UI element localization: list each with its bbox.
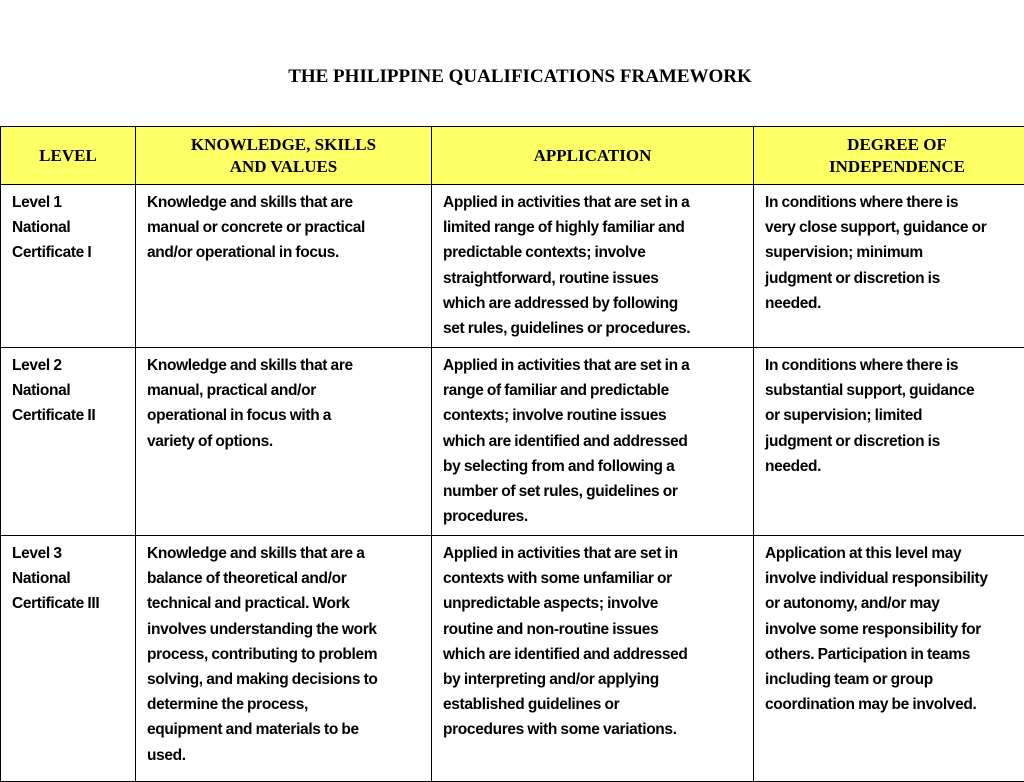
table-row xyxy=(1,348,1024,536)
cell-independence: Application at this level may involve individual responsibility or autonomy, and/or may involve some responsibility for others. Participation in teams including team or group coordination may be involved. xyxy=(754,536,1024,782)
cell-application: Applied in activities that are set in contexts with some unfamiliar or unpredictable aspects; involve routine and non-routine issues which are identified and addressed by interpreting and/or applying established guidelines or procedures with some variations. xyxy=(432,536,754,782)
cell-knowledge: Knowledge and skills that are manual or concrete or practical and/or operational in focus. xyxy=(136,185,432,348)
table-header-row xyxy=(1,127,1024,185)
cell-level: Level 3 National Certificate III xyxy=(1,536,136,782)
cell-knowledge: Knowledge and skills that are manual, practical and/or operational in focus with a variety of options. xyxy=(136,348,432,536)
table-row xyxy=(1,185,1024,348)
cell-application: Applied in activities that are set in a limited range of highly familiar and predictable contexts; involve straightforward, routine issues which are addressed by following set rules, guidelines or procedures. xyxy=(432,185,754,348)
qualifications-table xyxy=(0,126,1024,782)
cell-application: Applied in activities that are set in a range of familiar and predictable contexts; involve routine issues which are identified and addressed by selecting from and following a number of set rules, guidelines or procedures. xyxy=(432,348,754,536)
header-independence: DEGREE OF INDEPENDENCE xyxy=(754,127,1024,185)
header-application: APPLICATION xyxy=(432,127,754,185)
header-knowledge: KNOWLEDGE, SKILLS AND VALUES xyxy=(136,127,432,185)
cell-level: Level 2 National Certificate II xyxy=(1,348,136,536)
cell-independence: In conditions where there is substantial support, guidance or supervision; limited judgment or discretion is needed. xyxy=(754,348,1024,536)
cell-level: Level 1 National Certificate I xyxy=(1,185,136,348)
page-title: THE PHILIPPINE QUALIFICATIONS FRAMEWORK xyxy=(0,66,1024,88)
cell-independence: In conditions where there is very close support, guidance or supervision; minimum judgment or discretion is needed. xyxy=(754,185,1024,348)
header-level: LEVEL xyxy=(1,127,136,185)
table-row xyxy=(1,536,1024,782)
cell-knowledge: Knowledge and skills that are a balance of theoretical and/or technical and practical. Work involves understanding the work process, contributing to problem solving, and making decisions to determine the process, equipment and materials to be used. xyxy=(136,536,432,782)
